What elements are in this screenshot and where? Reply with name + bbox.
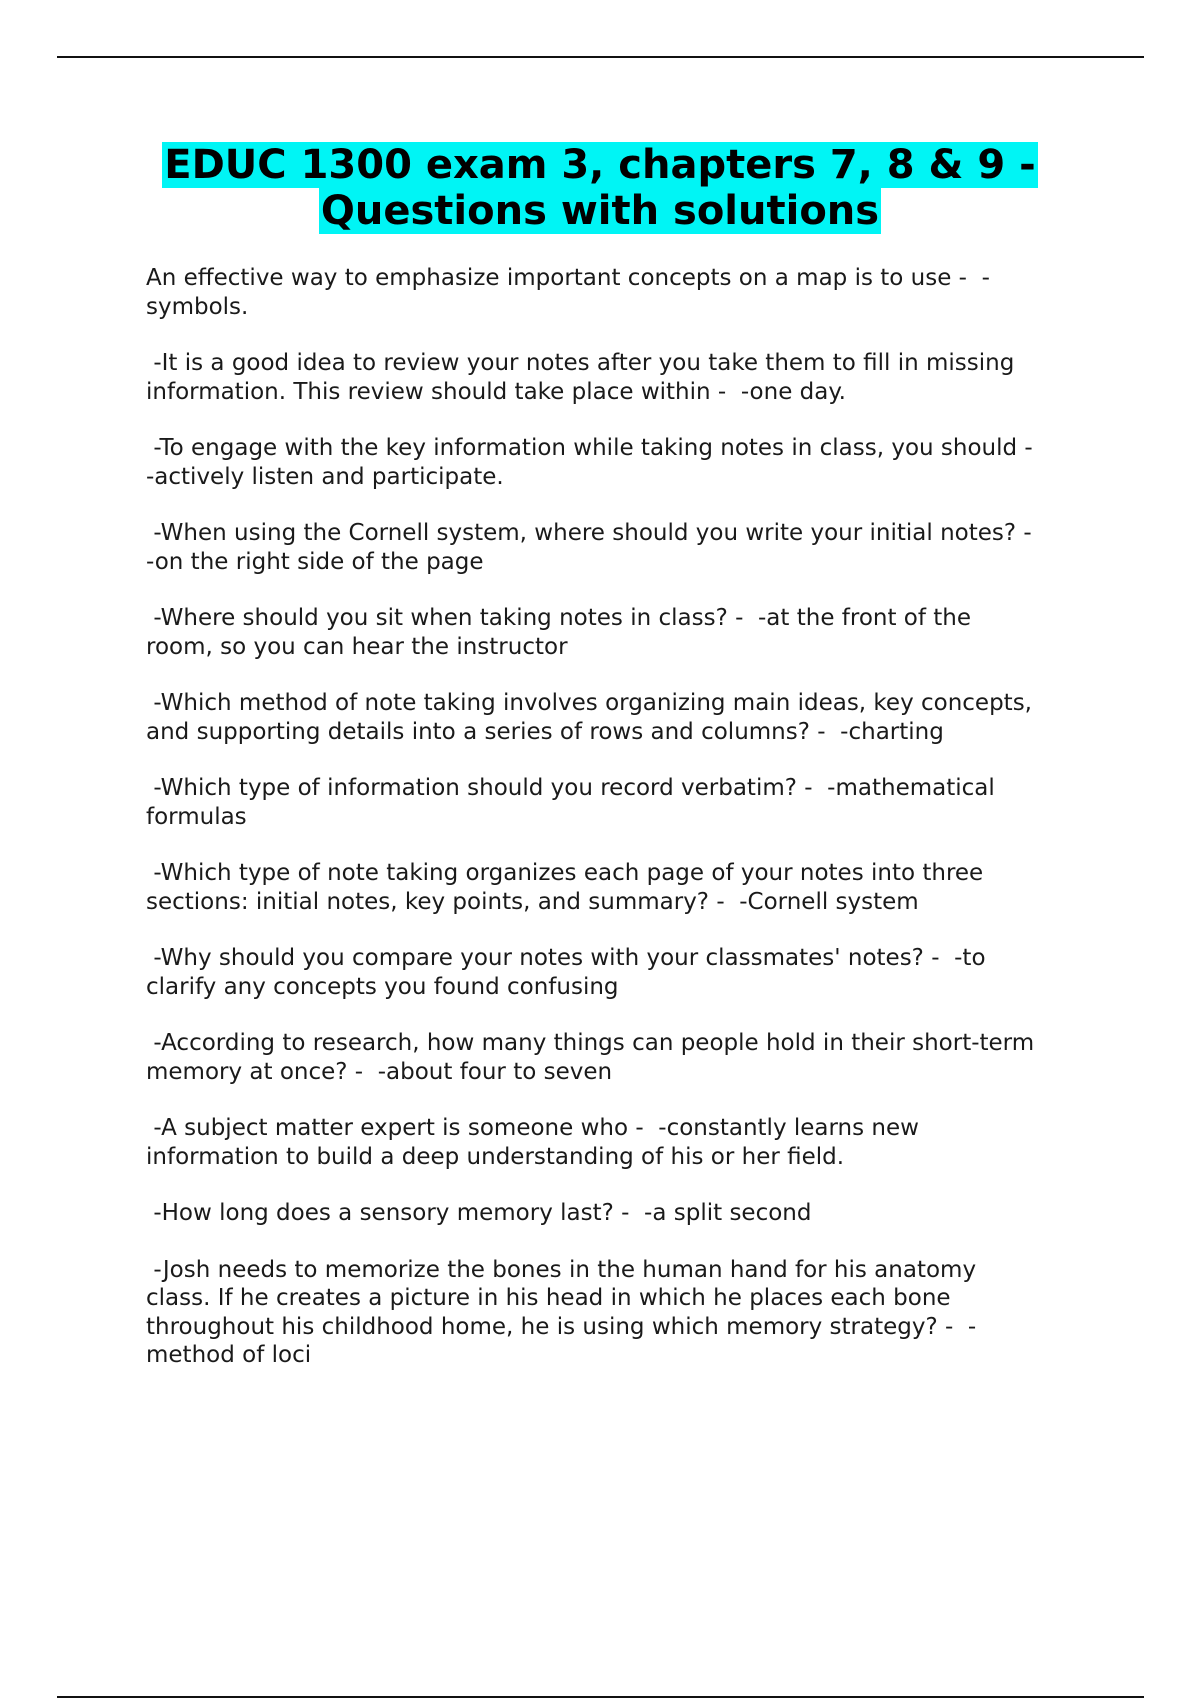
bottom-rule: [57, 1696, 1144, 1698]
qa-item: -A subject matter expert is someone who - -constantly learns new information to build a deep understanding of his or her field.: [146, 1115, 919, 1170]
qa-item: -How long does a sensory memory last? - -a split second: [146, 1200, 812, 1226]
qa-item: -It is a good idea to review your notes after you take them to fill in missing information. This review should take place within - -one day.: [146, 350, 1015, 405]
qa-item: An effective way to emphasize important concepts on a map is to use - - symbols.: [146, 265, 990, 320]
top-rule: [57, 56, 1144, 58]
qa-item: -To engage with the key information while taking notes in class, you should - -actively listen and participate.: [146, 435, 1033, 490]
title-line-1: EDUC 1300 exam 3, chapters 7, 8 & 9 -: [164, 142, 1036, 188]
title-line-2: Questions with solutions: [320, 188, 880, 234]
qa-item: -Which type of note taking organizes each page of your notes into three sections: initial notes, key points, and summary? - -Cornell system: [146, 860, 984, 915]
qa-item: -When using the Cornell system, where should you write your initial notes? - -on the right side of the page: [146, 520, 1032, 575]
qa-item: -Which method of note taking involves organizing main ideas, key concepts, and supporting details into a series of rows and columns? - -charting: [146, 690, 1032, 745]
qa-item: -Josh needs to memorize the bones in the human hand for his anatomy class. If he creates a picture in his head in which he places each bone throughout his childhood home, he is using which memory strategy? - - method of loci: [146, 1256, 977, 1368]
document-title: [120, 142, 1080, 234]
qa-item: -Where should you sit when taking notes in class? - -at the front of the room, so you can hear the instructor: [146, 605, 972, 660]
qa-item: -Which type of information should you record verbatim? - -mathematical formulas: [146, 775, 995, 830]
qa-list: [146, 264, 1098, 1398]
qa-item: -According to research, how many things can people hold in their short-term memory at once? - -about four to seven: [146, 1030, 1035, 1085]
qa-item: -Why should you compare your notes with your classmates' notes? - -to clarify any concepts you found confusing: [146, 945, 986, 1000]
